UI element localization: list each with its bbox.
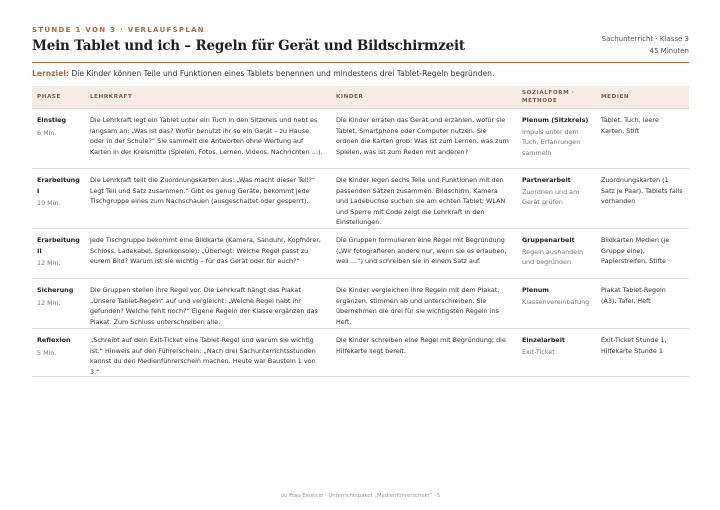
social-form: Einzelarbeit bbox=[522, 336, 565, 344]
children-cell: Die Gruppen formulieren eine Regel mit Begründung („Wir fotografieren andere nur, wenn sie es erlauben, weil …“) und schreiben sie in einem Satz auf. bbox=[336, 236, 507, 265]
social-cell bbox=[517, 285, 596, 328]
lesson-table bbox=[32, 86, 689, 377]
phase-duration: 5 Min. bbox=[37, 348, 57, 357]
phase-cell bbox=[32, 235, 85, 278]
phase-duration: 10 Min. bbox=[37, 199, 61, 207]
page-footer: du Frau Einstein · Unterrichtspaket „Medienführerschein“ · 5 bbox=[280, 493, 441, 499]
method: Zuordnen und am Gerät prüfen bbox=[522, 187, 580, 206]
method: Impuls unter dem Tuch, Erfahrungen sammeln bbox=[522, 127, 581, 157]
social-cell bbox=[517, 335, 596, 376]
objective-label: Lernziel: bbox=[32, 69, 69, 78]
table-row bbox=[32, 329, 689, 377]
lesson-kicker: STUNDE 1 VON 3 · VERLAUFSPLAN bbox=[32, 26, 205, 34]
method: Exit-Ticket bbox=[522, 347, 555, 356]
table-row bbox=[32, 279, 689, 329]
header-phase: PHASE bbox=[37, 94, 61, 100]
phase-duration: 12 Min. bbox=[37, 259, 61, 267]
lesson-plan-page bbox=[32, 0, 689, 510]
media-cell: Tablet, Tuch, leere Karten, Stift bbox=[601, 116, 659, 135]
social-cell bbox=[517, 175, 596, 228]
teacher-cell: Jede Tischgruppe bekommt eine Bildkarte (Kamera, Sanduhr, Kopfhörer, Schloss, Ladekabel, Spielkonsole): „Überlegt: Welche Regel passt zu eurem Bild? Warum ist sie wichtig – für das Gerät oder für euch?“ bbox=[90, 236, 321, 265]
learning-objective bbox=[32, 69, 494, 78]
children-cell: Die Kinder schreiben eine Regel mit Begründung; die Hilfekarte liegt bereit. bbox=[336, 336, 506, 355]
method: Regeln aushandeln und begründen bbox=[522, 247, 584, 266]
teacher-cell: „Schreibt auf dein Exit-Ticket eine Tablet-Regel und warum sie wichtig ist.“ Hinweis auf den Führerschein: „Nach drei Sachunterrichtsstunden kannst du den Medienführerschein machen. Heute war Baustein 1 von 3.“ bbox=[90, 336, 316, 376]
table-row bbox=[32, 109, 689, 169]
media-cell: Plakat Tablet-Regeln (A3), Tafel, Heft bbox=[601, 286, 666, 305]
phase-duration: 12 Min. bbox=[37, 298, 61, 307]
phase-cell bbox=[32, 335, 85, 376]
header-children: KINDER bbox=[336, 94, 364, 100]
table-row bbox=[32, 229, 689, 279]
social-cell bbox=[517, 235, 596, 278]
table-row bbox=[32, 169, 689, 229]
header-teacher: LEHRKRAFT bbox=[90, 94, 133, 100]
phase-name: Erarbeitung II bbox=[37, 236, 80, 255]
subject-grade: Sachunterricht · Klasse 3 bbox=[601, 35, 689, 43]
phase-cell bbox=[32, 285, 85, 328]
social-form: Plenum (Sitzkreis) bbox=[522, 116, 589, 124]
phase-name: Einstieg bbox=[37, 116, 67, 124]
teacher-cell: Die Gruppen stellen ihre Regel vor. Die Lehrkraft hängt das Plakat „Unsere Tablet-Regeln“ auf und vergleicht: „Welche Regel habt ihr gefunden? Welche fehlt noch?“ Eigene Regeln der Klasse ergänzen das Plakat. Zum Schluss unterschreiben alle. bbox=[90, 286, 318, 326]
children-cell: Die Kinder legen sechs Teile und Funktionen mit den passenden Sätzen zusammen. Bildschirm, Kamera und Ladebuchse suchen sie am echten Tablet; WLAN und Sperre mit Code zeigt die Lehrkraft in den Einstellungen. bbox=[336, 176, 506, 226]
header-media: MEDIEN bbox=[601, 94, 630, 100]
children-cell: Die Kinder erraten das Gerät und erzählen, wofür sie Tablet, Smartphone oder Computer nutzen. Sie ordnen die Karten grob: Was ist zum Lernen, was zum Spielen, was ist zum Reden mit anderen? bbox=[336, 116, 509, 156]
header-divider bbox=[32, 62, 689, 63]
phase-name: Sicherung bbox=[37, 286, 74, 294]
phase-cell bbox=[32, 115, 85, 168]
objective-text: Die Kinder können Teile und Funktionen eines Tablets benennen und mindestens drei Tablet-Regeln begründen. bbox=[71, 69, 495, 78]
phase-cell bbox=[32, 175, 85, 228]
media-cell: Exit-Ticket Stunde 1, Hilfekarte Stunde 1 bbox=[601, 336, 667, 355]
page-title: Mein Tablet und ich – Regeln für Gerät und Bildschirmzeit bbox=[32, 38, 465, 54]
phase-duration: 6 Min. bbox=[37, 128, 57, 137]
children-cell: Die Kinder vergleichen ihre Regeln mit dem Plakat, ergänzen, stimmen ab und unterschreiben. Sie übernehmen die drei für sie wichtigsten Regeln ins Heft. bbox=[336, 286, 500, 326]
phase-name: Reflexion bbox=[37, 336, 71, 344]
social-form: Partnerarbeit bbox=[522, 176, 571, 184]
social-form: Gruppenarbeit bbox=[522, 236, 575, 244]
lesson-meta bbox=[602, 33, 689, 57]
social-cell bbox=[517, 115, 596, 168]
phase-name: Erarbeitung I bbox=[37, 176, 80, 195]
social-form: Plenum bbox=[522, 286, 549, 294]
media-cell: Bildkarten Medien (je Gruppe eine), Papierstreifen, Stifte bbox=[601, 236, 670, 265]
table-header bbox=[32, 86, 689, 109]
teacher-cell: Die Lehrkraft legt ein Tablet unter ein Tuch in den Sitzkreis und hebt es langsam an: „Was ist das? Wofür benutzt ihr so ein Gerät – zu Hause oder in der Schule?“ Sie sammelt die Antworten ohne Wertung auf Karten in der Kreismitte (Spielen, Fotos, Lernen, Videos, Nachrichten …). bbox=[90, 116, 323, 156]
media-cell: Zuordnungskarten (1 Satz je Paar), Tablets falls vorhanden bbox=[601, 176, 683, 205]
lesson-duration: 45 Minuten bbox=[649, 47, 689, 55]
teacher-cell: Die Lehrkraft teilt die Zuordnungskarten aus: „Was macht dieser Teil?“ Legt Teil und Satz zusammen.“ Gibt es genug Geräte, bekommt jede Tischgruppe eines zum Nachschauen (ausgeschaltet oder gesperrt). bbox=[90, 176, 316, 205]
method: Klassenvereinbarung bbox=[522, 297, 590, 306]
header-social-method: SOZIALFORM · METHODE bbox=[522, 90, 575, 104]
